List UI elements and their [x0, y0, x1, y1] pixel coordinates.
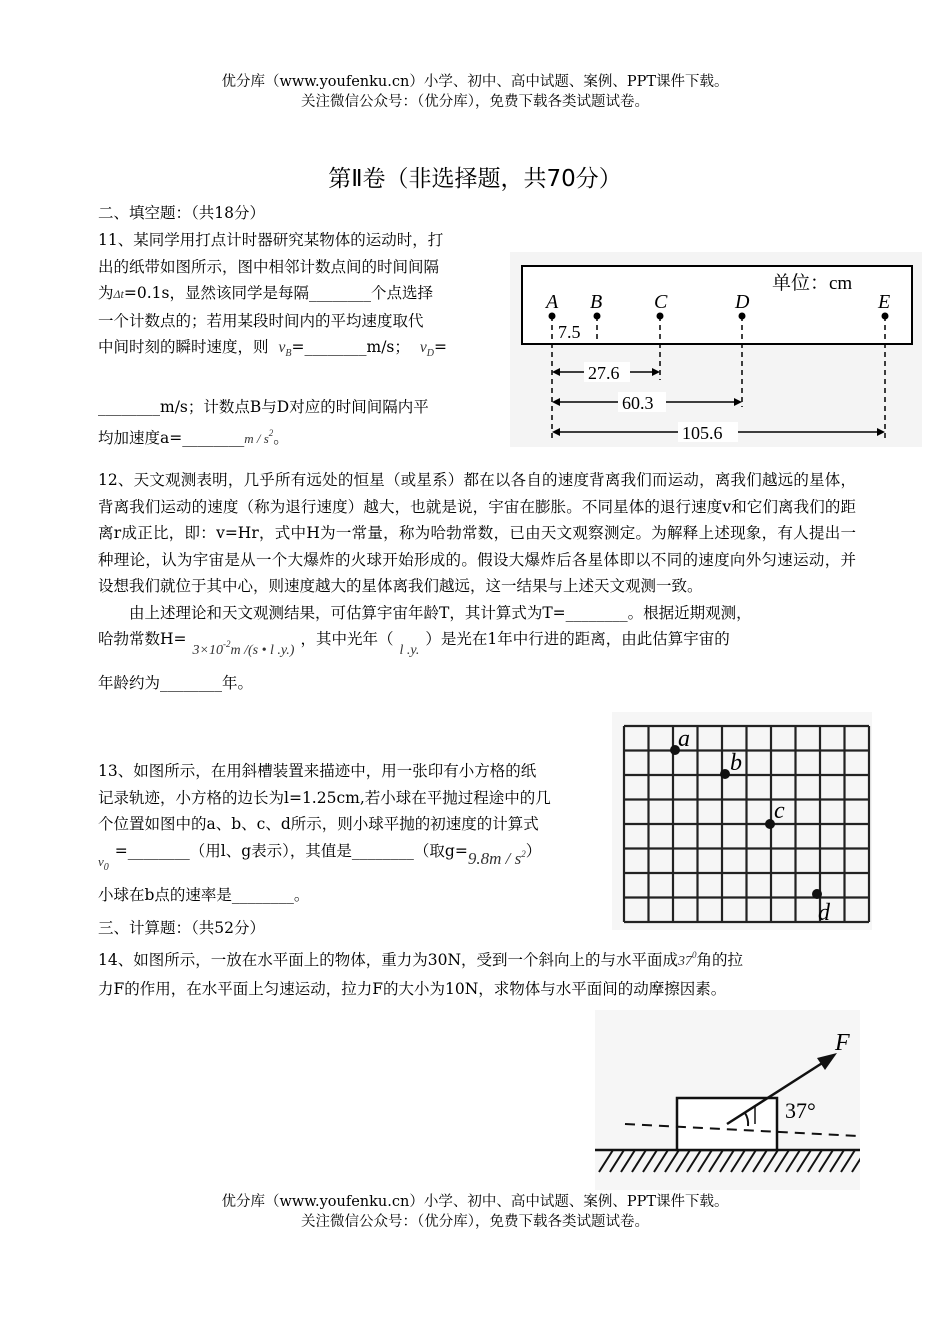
q11-line: 中间时刻的瞬时速度，则 $v_B=\_\_\_\_\_\_\_\_m/s$； $v_D=$	[98, 338, 448, 359]
grid-label-a: a	[678, 726, 690, 752]
section-calculation-heading: 三、计算题：（共52分）	[98, 919, 265, 937]
q13-line: $_{v_0}$=________（用l、g表示），其值是________（取$g=9.8m / s^2$）	[98, 841, 542, 873]
distance-AB: 7.5	[558, 322, 581, 342]
q11-line: 11、某同学用打点计时器研究某物体的运动时，打	[98, 231, 444, 249]
q11-line: ________m/s；计数点B与D对应的时间间隔内平	[98, 397, 429, 416]
question-13	[98, 758, 618, 908]
distance-AD: 60.3	[622, 393, 654, 413]
header-line-2: 关注微信公众号：（优分库），免费下载各类试题试卷。	[301, 94, 649, 110]
q12-paragraph: 12、天文观测表明，几乎所有远处的恒星（或星系）都在以各自的速度背离我们而运动，离我们越远的星体，背离我们运动的速度（称为退行速度）越大，也就是说，宇宙在膨胀。不同星体的退行速度v和它们离我们的距离r成正比，即：v=Hr，式中H为一常量，称为哈勃常数，已由天文观察测定。为解释上述现象，有人提出一种理论，认为宇宙是从一个大爆炸的火球开始形成的。假设大爆炸后各星体即以不同的速度向外匀速运动，并设想我们就位于其中心，则速度越大的星体离我们越远，这一结果与上述天文观测一致。	[98, 471, 856, 595]
distance-AE: 105.6	[682, 423, 723, 443]
point-label-A: A	[546, 291, 559, 313]
q13-line: 13、如图所示，在用斜槽装置来描迹中，用一张印有小方格的纸	[98, 762, 537, 780]
grid-label-b: b	[730, 750, 742, 776]
page-title: 第Ⅱ卷（非选择题，共70分）	[328, 166, 622, 192]
footer-line-2: 关注微信公众号：（优分库），免费下载各类试题试卷。	[301, 1214, 649, 1230]
distance-AC: 27.6	[588, 363, 620, 383]
question-14	[98, 942, 856, 1002]
q11-line: 出的纸带如图所示，图中相邻计数点间的时间间隔	[98, 257, 440, 276]
q12-paragraph: 年龄约为________年。	[98, 674, 254, 692]
header-line-1: 优分库（www.youfenku.cn）小学、初中、高中试题、案例、PPT课件下载。	[221, 74, 729, 90]
q13-line: 记录轨迹，小方格的边长为l=1.25cm,若小球在平抛过程途中的几	[98, 788, 551, 807]
tape-strip	[522, 266, 912, 344]
trajectory-grid-figure	[612, 712, 872, 930]
force-diagram-figure	[595, 1010, 860, 1190]
question-11	[98, 227, 498, 453]
q13-line: 小球在b点的速率是________。	[98, 885, 310, 904]
q12-hubble-line: 哈勃常数$H=3\times 10^{-2}m$ /(s • l .y.)，其中光年（l .y.）是光在1年中行进的距离，由此估算宇宙的	[98, 630, 730, 658]
light-year-symbol: l .y.	[399, 643, 420, 658]
unit-label: 单位：cm	[772, 273, 853, 294]
point-label-B: B	[590, 291, 603, 313]
section-fill-blank-heading: 二、填空题：（共18分）	[98, 204, 265, 222]
grid-label-c: c	[774, 798, 785, 824]
point-label-C: C	[654, 291, 668, 313]
q12-paragraph: 由上述理论和天文观测结果，可估算宇宙年龄T，其计算式为T=________。根据近期观测，	[129, 603, 752, 622]
delta-t: Δt	[113, 287, 124, 301]
point-label-E: E	[878, 291, 891, 313]
grid-label-d: d	[818, 900, 830, 926]
q11-line: 为Δt=0.1s，显然该同学是每隔________个点选择	[98, 284, 433, 302]
question-12	[98, 467, 856, 697]
force-label: F	[835, 1030, 850, 1056]
footer-line-1: 优分库（www.youfenku.cn）小学、初中、高中试题、案例、PPT课件下载。	[221, 1194, 729, 1210]
angle-label: 37°	[785, 1098, 816, 1123]
grid-point-b	[720, 769, 730, 779]
q13-line: 个位置如图中的a、b、c、d所示，则小球平抛的初速度的计算式	[98, 815, 539, 833]
page-header	[0, 72, 950, 112]
paper-tape-figure	[510, 252, 922, 447]
q14-line: 14、如图所示，一放在水平面上的物体，重力为30N，受到一个斜向上的与水平面成$37^0$角的拉	[98, 950, 744, 969]
q11-line: 均加速度a=________m / $s^2$。	[98, 428, 289, 447]
q14-line: 力F的作用，在水平面上匀速运动，拉力F的大小为10N，求物体与水平面间的动摩擦因素。	[98, 979, 727, 998]
page-footer	[0, 1192, 950, 1232]
q11-line: 一个计数点的；若用某段时间内的平均速度取代	[98, 311, 424, 330]
point-label-D: D	[735, 291, 750, 313]
grid-point-d	[812, 889, 822, 899]
